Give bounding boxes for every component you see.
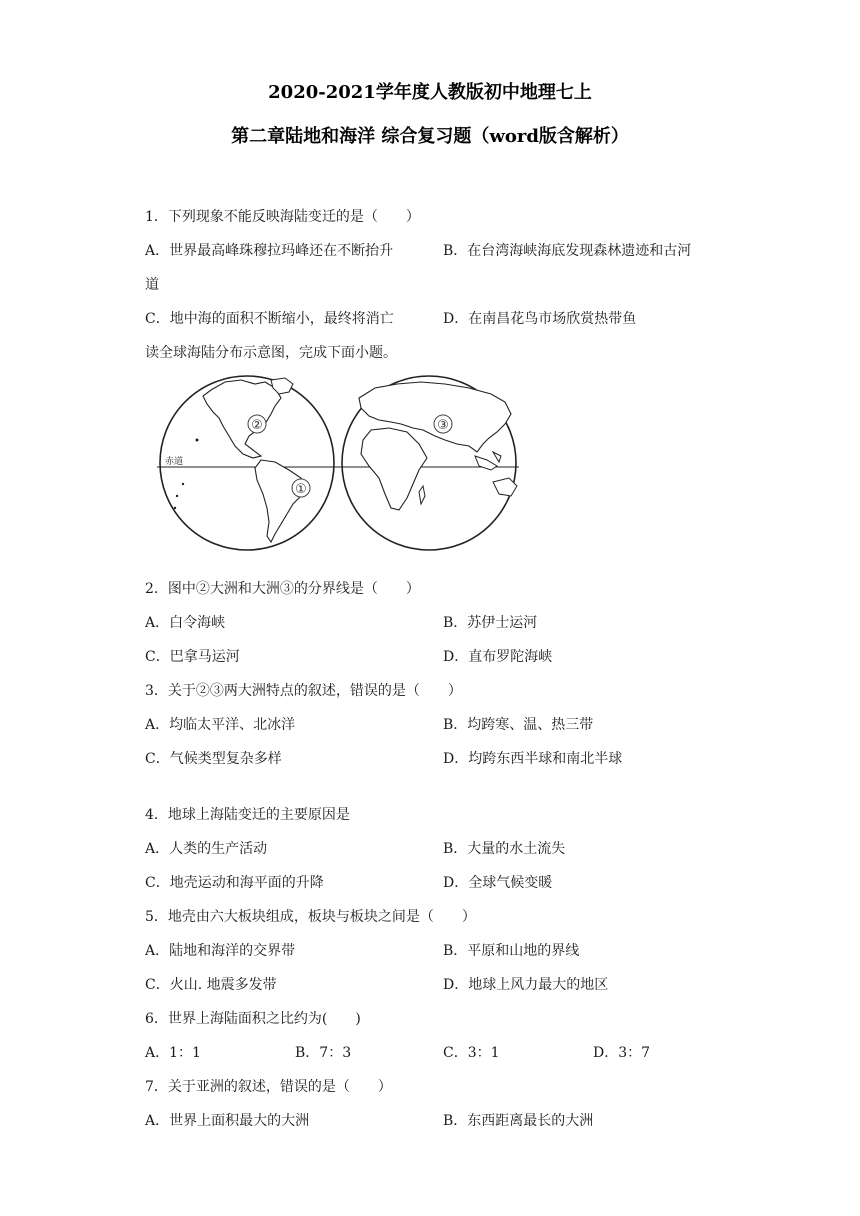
- question-4-option-d: D．全球气候变暖: [443, 875, 553, 891]
- question-6-option-d: D．3：7: [593, 1045, 651, 1061]
- question-3-option-d: D．均跨东西半球和南北半球: [443, 751, 623, 767]
- question-2-stem: 2．图中②大洲和大洲③的分界线是（ ）: [145, 581, 420, 597]
- question-3-option-a: A．均临太平洋、北冰洋: [145, 717, 296, 733]
- question-5-option-b: B．平原和山地的界线: [443, 943, 580, 959]
- question-2-option-a: A．白令海峡: [145, 615, 226, 631]
- document-title-line-1: 2020-2021学年度人教版初中地理七上: [268, 82, 592, 103]
- question-1-stem: 1．下列现象不能反映海陆变迁的是（ ）: [145, 209, 420, 225]
- question-1-option-a: A．世界最高峰珠穆拉玛峰还在不断抬升: [145, 243, 394, 259]
- question-3-option-c: C．气候类型复杂多样: [145, 751, 282, 767]
- question-7-option-b: B．东西距离最长的大洲: [443, 1113, 594, 1129]
- question-1-option-d: D．在南昌花鸟市场欣赏热带鱼: [443, 311, 637, 327]
- question-6-option-c: C．3：1: [443, 1045, 500, 1061]
- question-2-option-d: D．直布罗陀海峡: [443, 649, 553, 665]
- question-3-stem: 3．关于②③两大洲特点的叙述，错误的是（ ）: [145, 683, 462, 699]
- question-4-stem: 4．地球上海陆变迁的主要原因是: [145, 807, 350, 823]
- map-intro-text: 读全球海陆分布示意图，完成下面小题。: [145, 345, 397, 361]
- marker-1-label: ①: [295, 482, 307, 497]
- question-1-option-c: C．地中海的面积不断缩小，最终将消亡: [145, 311, 394, 327]
- question-6-option-a: A．1：1: [145, 1045, 201, 1061]
- question-6-stem: 6．世界上海陆面积之比约为( ): [145, 1011, 361, 1027]
- question-5-option-c: C．火山. 地震多发带: [145, 977, 277, 993]
- marker-3-label: ③: [437, 418, 449, 433]
- question-4-option-c: C．地壳运动和海平面的升降: [145, 875, 324, 891]
- question-4-option-b: B．大量的水土流失: [443, 841, 566, 857]
- question-7-option-a: A．世界上面积最大的大洲: [145, 1113, 310, 1129]
- question-3-option-b: B．均跨寒、温、热三带: [443, 717, 594, 733]
- marker-2-label: ②: [251, 418, 263, 433]
- question-7-stem: 7．关于亚洲的叙述，错误的是（ ）: [145, 1079, 392, 1095]
- question-1-option-b: B．在台湾海峡海底发现森林遗迹和古河: [443, 243, 692, 259]
- question-1-option-a-continuation: 道: [145, 277, 159, 293]
- hemispheres-svg: [153, 374, 523, 552]
- question-4-option-a: A．人类的生产活动: [145, 841, 268, 857]
- question-2-option-b: B．苏伊士运河: [443, 615, 538, 631]
- question-5-stem: 5．地壳由六大板块组成，板块与板块之间是（ ）: [145, 909, 476, 925]
- document-title-line-2: 第二章陆地和海洋 综合复习题（word版含解析）: [231, 126, 629, 147]
- equator-label: 赤道: [165, 457, 184, 467]
- question-2-option-c: C．巴拿马运河: [145, 649, 240, 665]
- question-5-option-a: A．陆地和海洋的交界带: [145, 943, 296, 959]
- question-6-option-b: B．7：3: [295, 1045, 352, 1061]
- world-hemispheres-map: [153, 374, 523, 552]
- question-5-option-d: D．地球上风力最大的地区: [443, 977, 609, 993]
